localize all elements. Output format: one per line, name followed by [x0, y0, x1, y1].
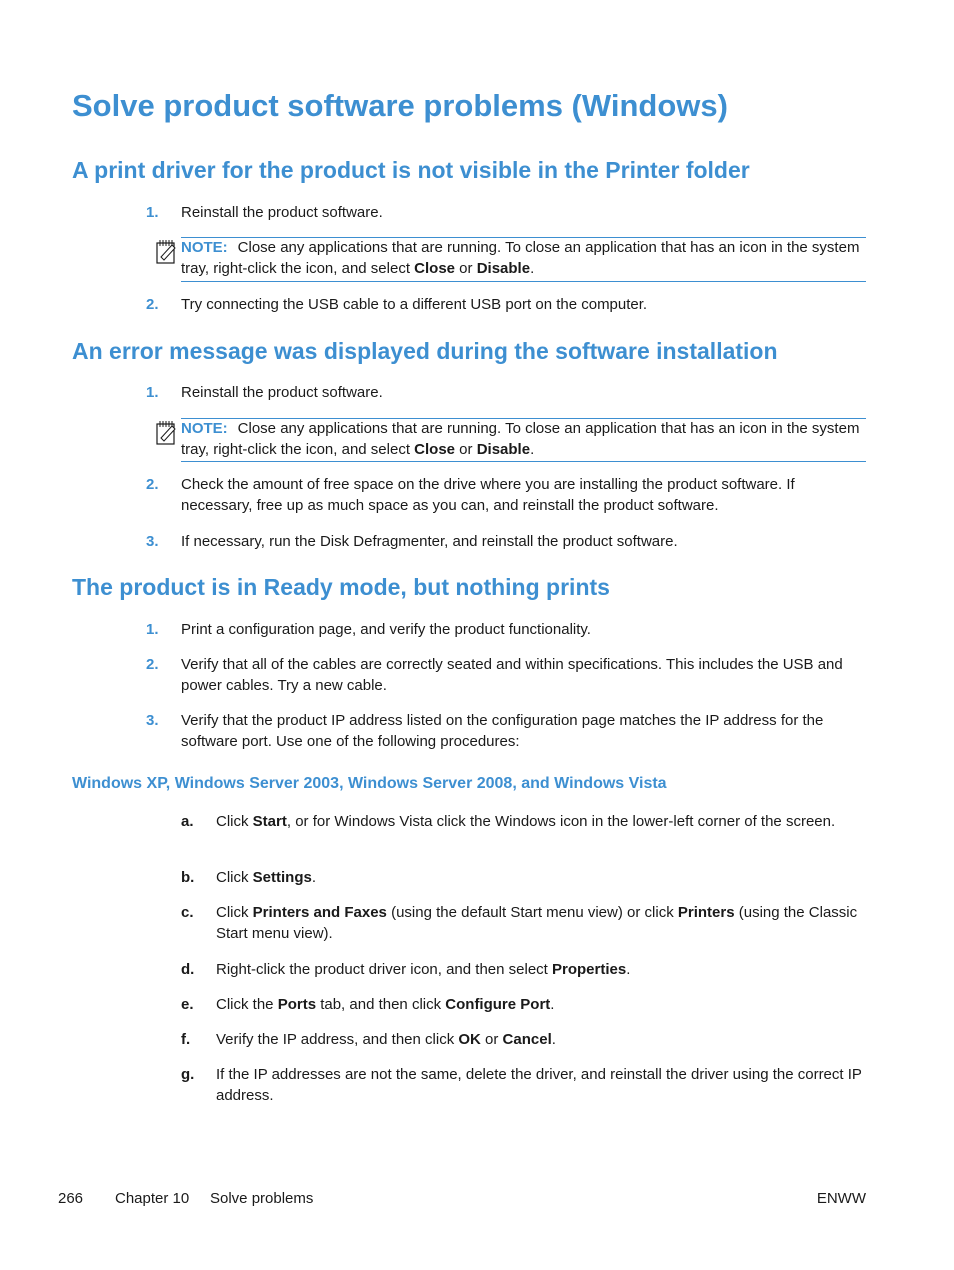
step-number: 1.: [146, 204, 159, 221]
footer-chapter: Chapter 10: [115, 1190, 190, 1207]
step-text: If necessary, run the Disk Defragmenter, and reinstall the product software.: [181, 533, 678, 550]
step-text: Print a configuration page, and verify the product functionality.: [181, 621, 591, 638]
step-number: 3.: [146, 712, 159, 729]
list-item: [146, 531, 866, 552]
note-icon: [156, 239, 178, 270]
section-heading-error-message: An error message was displayed during the software installation: [72, 338, 778, 364]
sub-step-e: e. Click the Ports tab, and then click Configure Port.: [181, 996, 555, 1013]
step-text: Check the amount of free space on the drive where you are installing the product software. If necessary, free up as much space as you can, and reinstall the product software.: [181, 476, 795, 514]
note-icon: [156, 420, 178, 451]
section-heading-ready-mode: The product is in Ready mode, but nothing prints: [72, 574, 610, 600]
list-item: [146, 474, 866, 516]
list-item: [146, 382, 866, 403]
sub-step-b: b. Click Settings.: [181, 869, 317, 886]
sub-step-d: d. Right-click the product driver icon, and then select Properties.: [181, 961, 631, 978]
list-item: [146, 710, 866, 752]
step-number: 1.: [146, 384, 159, 401]
sub-step-g: g. If the IP addresses are not the same, delete the driver, and reinstall the driver using the correct IP address.: [181, 1066, 862, 1104]
footer-enww: ENWW: [816, 1190, 866, 1207]
list-item: [146, 619, 866, 640]
page-title: Solve product software problems (Windows): [72, 88, 728, 123]
step-text: Verify that all of the cables are correctly seated and within specifications. This includes the USB and power cables. Try a new cable.: [181, 656, 843, 694]
list-item: [146, 654, 866, 696]
footer-chapter-title: Solve problems: [210, 1190, 314, 1207]
step-number: 2.: [146, 656, 159, 673]
list-item: [146, 202, 866, 223]
step-number: 2.: [146, 296, 159, 313]
page-number: 266: [58, 1190, 84, 1207]
note-text: NOTE: Close any applications that are running. To close an application that has an icon in the system tray, right-click the icon, and select Close or Disable.: [181, 239, 860, 277]
section-heading-driver-not-visible: A print driver for the product is not visible in the Printer folder: [72, 157, 750, 183]
step-text: Verify that the product IP address listed on the configuration page matches the IP address for the software port. Use one of the following procedures:: [181, 712, 824, 750]
step-text: Reinstall the product software.: [181, 204, 383, 221]
step-number: 2.: [146, 476, 159, 493]
sub-step-f: f. Verify the IP address, and then click OK or Cancel.: [181, 1031, 556, 1048]
step-text: Reinstall the product software.: [181, 384, 383, 401]
list-item: [146, 294, 866, 315]
note-text: NOTE: Close any applications that are running. To close an application that has an icon in the system tray, right-click the icon, and select Close or Disable.: [181, 420, 860, 458]
step-text: Try connecting the USB cable to a different USB port on the computer.: [181, 296, 648, 313]
step-number: 1.: [146, 621, 159, 638]
sub-step-c: c. Click Printers and Faxes (using the default Start menu view) or click Printers (using the Classic Start menu view).: [181, 904, 858, 942]
subheading-windows-versions: Windows XP, Windows Server 2003, Windows Server 2008, and Windows Vista: [72, 775, 667, 792]
sub-step-a: a. Click Start, or for Windows Vista click the Windows icon in the lower-left corner of the screen.: [181, 813, 836, 830]
step-number: 3.: [146, 533, 159, 550]
